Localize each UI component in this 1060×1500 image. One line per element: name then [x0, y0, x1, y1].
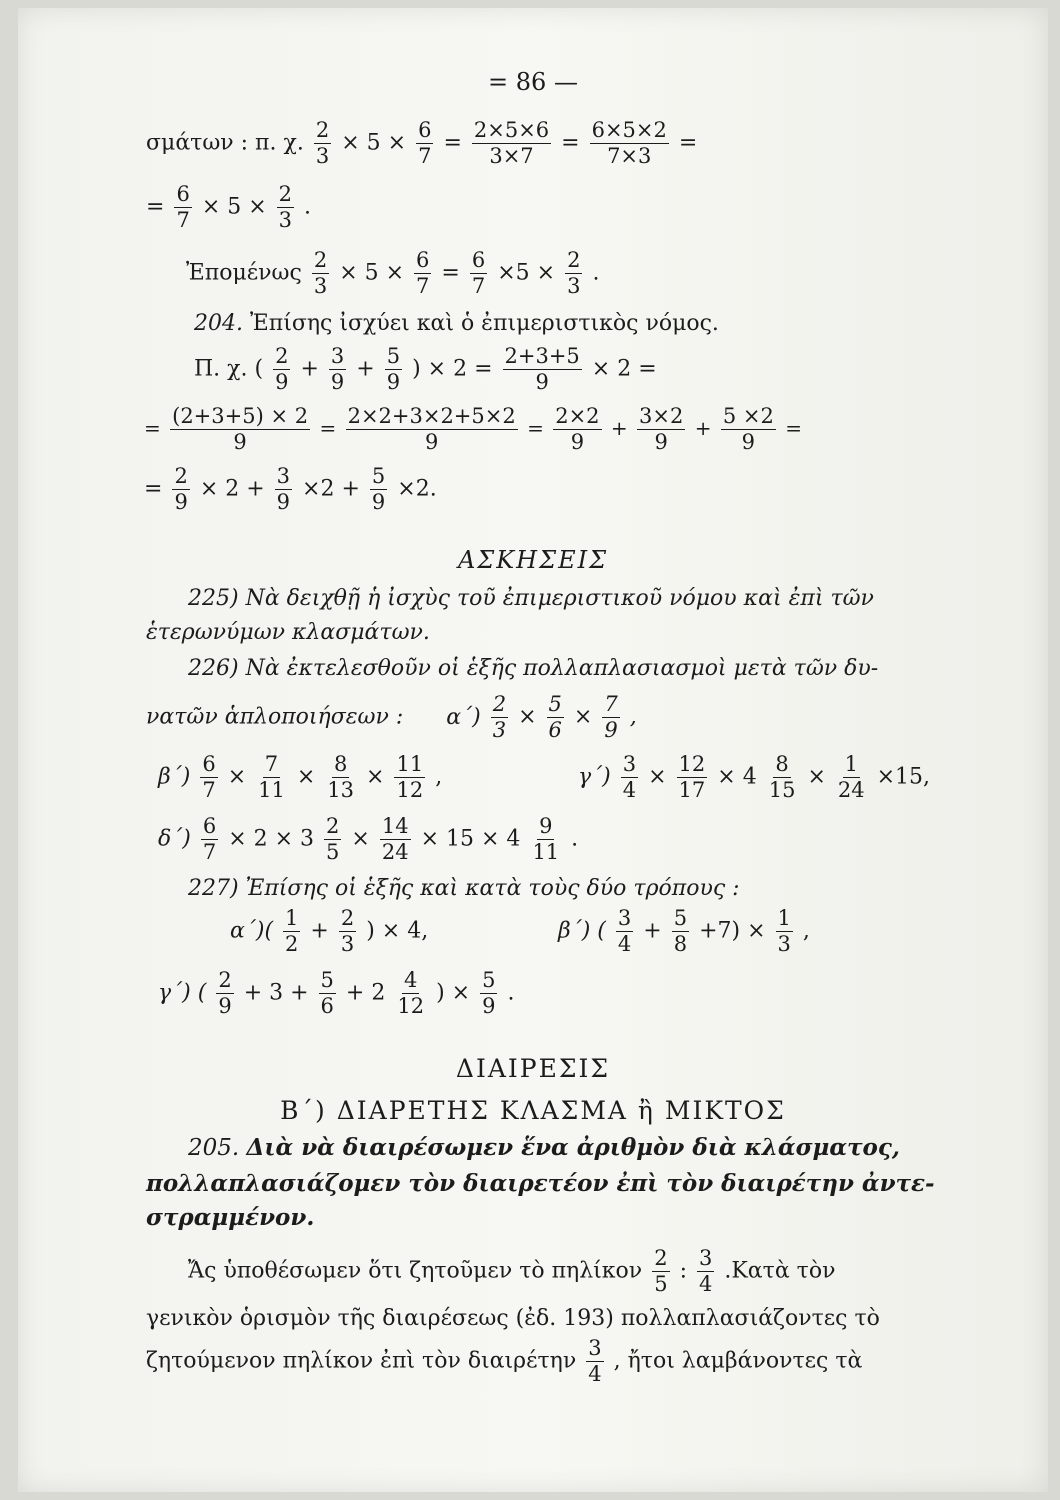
denominator: 3×7 — [489, 144, 534, 168]
fraction — [329, 346, 346, 393]
denominator: 6 — [548, 718, 562, 742]
operator: : — [679, 1258, 687, 1284]
operator: × — [807, 764, 826, 790]
fraction — [637, 406, 685, 453]
operator: = — [678, 130, 698, 156]
numerator: 5 — [386, 344, 401, 368]
denominator: 9 — [741, 430, 756, 454]
exercise-227-item-b — [558, 908, 810, 955]
operator: × 15 × 4 — [420, 826, 521, 852]
operator: × 5 × — [341, 130, 407, 156]
text: , — [802, 918, 810, 944]
fraction — [256, 754, 287, 801]
denominator: 3 — [340, 932, 355, 956]
exercise-number: 227) — [188, 876, 239, 901]
operator: = — [146, 194, 165, 220]
fraction — [339, 908, 356, 955]
numerator: 2 — [654, 1246, 668, 1270]
fraction — [312, 250, 329, 297]
numerator: 5 — [673, 906, 688, 930]
fraction — [553, 406, 601, 453]
operator: = — [144, 416, 161, 440]
fraction — [503, 346, 582, 393]
denominator: 7 — [471, 274, 486, 298]
numerator: 3 — [276, 464, 291, 488]
operator: ) × — [436, 980, 471, 1006]
division-heading: ΔΙΑΙΡΕΣΙΣ — [455, 1054, 611, 1083]
text: . — [304, 194, 312, 220]
numerator: 2 — [326, 814, 340, 838]
denominator: 3 — [492, 718, 507, 742]
fraction — [174, 184, 191, 231]
text: Ἐπομένως — [186, 260, 302, 286]
item-label: γ΄) ( — [158, 980, 207, 1006]
numerator: 2 — [340, 906, 355, 930]
denominator: 7 — [202, 778, 216, 802]
fraction — [697, 1248, 714, 1295]
operator: × — [648, 764, 667, 790]
operator: × — [227, 764, 247, 790]
fraction — [480, 970, 497, 1017]
exercise-226-item-c — [578, 754, 930, 801]
numerator: 6×5×2 — [591, 118, 667, 142]
fraction — [277, 184, 294, 231]
fraction — [767, 754, 798, 801]
denominator: 5 — [654, 1272, 668, 1296]
text: Νὰ δειχθῇ ἡ ἰσχὺς τοῦ ἐπιμεριστικοῦ νόμου καὶ ἐπὶ τῶν — [245, 586, 874, 611]
division-subheading: Β΄) ΔΙΑΡΕΤΗΣ ΚΛΑΣΜΑ ἢ ΜΙΚΤΟΣ — [280, 1096, 786, 1125]
fraction — [491, 694, 508, 741]
numerator: 2 — [492, 692, 507, 716]
fraction — [565, 250, 582, 297]
numerator: 2×2 — [555, 404, 600, 428]
denominator: 9 — [570, 430, 585, 454]
text: Ἐπίσης οἱ ἑξῆς καὶ κατὰ τοὺς δύο τρόπους : — [245, 876, 740, 901]
fraction — [275, 466, 292, 513]
fraction — [283, 908, 300, 955]
operator: × — [351, 826, 370, 852]
denominator: 4 — [698, 1272, 713, 1296]
operator: = — [144, 476, 163, 502]
operator: + — [610, 416, 628, 440]
denominator: 7 — [416, 274, 430, 298]
denominator: 9 — [604, 718, 618, 742]
paragraph-205-line-2: πολλαπλασιάζομεν τὸν διαιρετέον ἐπὶ τὸν διαιρέτην ἀντε- — [146, 1170, 935, 1197]
operator: = — [441, 260, 460, 286]
exercise-227-item-a — [230, 908, 428, 955]
text: ×2. — [397, 476, 437, 502]
operator: × 5 × — [201, 194, 267, 220]
denominator: 9 — [386, 370, 401, 394]
fraction — [346, 406, 518, 453]
numerator: 3 — [617, 906, 632, 930]
equation-line-7 — [144, 466, 437, 513]
numerator: 2 — [218, 968, 232, 992]
numerator: 2+3+5 — [504, 344, 580, 368]
numerator: 2×2+3×2+5×2 — [347, 404, 516, 428]
book-page — [18, 8, 1048, 1492]
fraction — [652, 1248, 669, 1295]
fraction — [314, 120, 331, 167]
numerator: 2 — [174, 464, 188, 488]
proof-line-1 — [188, 1248, 835, 1295]
numerator: 5 — [371, 464, 386, 488]
operator: + — [643, 918, 662, 944]
denominator: 24 — [381, 840, 409, 864]
denominator: 9 — [330, 370, 345, 394]
item-label: β΄) — [158, 764, 191, 790]
operator: +7) × — [699, 918, 766, 944]
fraction — [319, 970, 336, 1017]
numerator: 2 — [275, 344, 289, 368]
paragraph-204 — [194, 313, 719, 335]
text: Νὰ ἐκτελεσθοῦν οἱ ἑξῆς πολλαπλασιασμοὶ μετὰ τῶν δυ- — [245, 656, 879, 681]
exercises-heading: ΑΣΚΗΣΕΙΣ — [457, 546, 609, 574]
fraction — [416, 120, 433, 167]
denominator: 8 — [673, 932, 688, 956]
item-label: α΄)( — [230, 918, 274, 944]
operator: ) × 2 = — [412, 356, 493, 382]
operator: × 5 × — [339, 260, 405, 286]
fraction — [672, 908, 689, 955]
denominator: 3 — [567, 274, 581, 298]
numerator: 5 — [548, 692, 562, 716]
fraction — [325, 754, 356, 801]
numerator: 5 ×2 — [722, 404, 774, 428]
fraction — [836, 754, 867, 801]
denominator: 6 — [320, 994, 334, 1018]
denominator: 9 — [654, 430, 668, 454]
operator: + — [310, 918, 329, 944]
fraction — [380, 816, 411, 863]
numerator: 2 — [315, 118, 330, 142]
numerator: 3×2 — [639, 404, 684, 428]
fraction — [200, 754, 217, 801]
numerator: 6 — [202, 752, 216, 776]
numerator: 8 — [333, 752, 348, 776]
numerator: 5 — [320, 968, 334, 992]
text: Ἐπίσης ἰσχύει καὶ ὁ ἐπιμεριστικὸς νόμος. — [249, 311, 719, 336]
operator: × — [518, 704, 537, 730]
numerator: 12 — [678, 752, 706, 776]
denominator: 7×3 — [607, 144, 652, 168]
denominator: 9 — [371, 490, 386, 514]
text: ) × 4, — [366, 918, 429, 944]
numerator: 7 — [604, 692, 618, 716]
text: Π. χ. ( — [194, 356, 264, 382]
denominator: 7 — [202, 840, 217, 864]
numerator: 6 — [416, 248, 430, 272]
exercise-number: 225) — [188, 586, 239, 611]
item-label: β΄) ( — [558, 918, 606, 944]
operator: × 2 × 3 — [228, 826, 315, 852]
numerator: 11 — [396, 752, 424, 776]
operator: + 3 + — [243, 980, 309, 1006]
denominator: 9 — [424, 430, 439, 454]
proof-line-3 — [146, 1338, 862, 1385]
fraction — [170, 406, 310, 453]
numerator: 6 — [176, 182, 190, 206]
fraction — [470, 250, 487, 297]
exercise-226-line-2 — [146, 694, 637, 741]
fraction — [586, 1338, 603, 1385]
fraction — [602, 694, 619, 741]
exercise-226-item-d — [158, 816, 578, 863]
denominator: 12 — [397, 994, 425, 1018]
numerator: 1 — [844, 752, 858, 776]
numerator: 5 — [482, 968, 496, 992]
fraction — [172, 466, 189, 513]
equation-line-3 — [186, 250, 599, 297]
numerator: 3 — [330, 344, 345, 368]
denominator: 2 — [285, 932, 299, 956]
paragraph-205-line-3: στραμμένον. — [146, 1204, 315, 1231]
fraction — [414, 250, 431, 297]
fraction — [721, 406, 776, 453]
denominator: 11 — [258, 778, 285, 802]
text: . — [507, 980, 515, 1006]
text: , — [435, 764, 443, 790]
text: σμάτων : π. χ. — [146, 130, 304, 156]
fraction — [385, 346, 402, 393]
exercise-number: 226) — [188, 656, 239, 681]
exercise-225-line-2: ἑτερωνύμων κλασμάτων. — [146, 620, 430, 645]
operator: + — [356, 356, 375, 382]
text: νατῶν ἁπλοποιήσεων : — [146, 704, 404, 730]
numerator: 7 — [264, 752, 279, 776]
paragraph-205-line-1 — [188, 1136, 900, 1160]
equation-line-1 — [146, 120, 697, 167]
denominator: 9 — [276, 490, 291, 514]
numerator: 2 — [278, 182, 293, 206]
text: , ἤτοι λαμβάνοντες τὰ — [613, 1348, 863, 1374]
denominator: 3 — [315, 144, 330, 168]
denominator: 17 — [678, 778, 706, 802]
text: . — [571, 826, 579, 852]
denominator: 5 — [326, 840, 340, 864]
text: ×15, — [876, 764, 931, 790]
denominator: 9 — [535, 370, 549, 394]
operator: = — [561, 130, 580, 156]
denominator: 9 — [174, 490, 188, 514]
operator: + — [300, 356, 319, 382]
exercise-227-item-c — [158, 970, 514, 1017]
operator: × — [573, 704, 593, 730]
denominator: 4 — [617, 932, 632, 956]
fraction — [216, 970, 233, 1017]
section-number: 204. — [194, 311, 243, 336]
fraction — [395, 970, 426, 1017]
operator: = — [527, 416, 544, 440]
numerator: (2+3+5) × 2 — [172, 404, 309, 428]
denominator: 3 — [278, 208, 293, 232]
denominator: 3 — [313, 274, 328, 298]
denominator: 9 — [275, 370, 289, 394]
fraction — [547, 694, 564, 741]
section-number: 205. — [188, 1135, 240, 1161]
numerator: 3 — [698, 1246, 713, 1270]
numerator: 2 — [567, 248, 581, 272]
item-label: α΄) — [446, 704, 481, 730]
numerator: 1 — [777, 906, 791, 930]
denominator: 9 — [233, 430, 247, 454]
denominator: 4 — [588, 1362, 602, 1386]
exercise-227-line-1 — [188, 878, 740, 900]
fraction — [370, 466, 387, 513]
fraction — [273, 346, 290, 393]
fraction — [621, 754, 638, 801]
numerator: 8 — [775, 752, 789, 776]
numerator: 3 — [588, 1336, 602, 1360]
fraction — [776, 908, 793, 955]
operator: × 2 + — [199, 476, 265, 502]
denominator: 15 — [768, 778, 796, 802]
operator: × — [366, 764, 385, 790]
numerator: 3 — [622, 752, 637, 776]
numerator: 4 — [404, 968, 418, 992]
equation-line-6 — [144, 406, 802, 453]
page-number: = 86 — — [488, 68, 578, 96]
operator: = — [443, 130, 462, 156]
denominator: 11 — [532, 840, 560, 864]
denominator: 24 — [837, 778, 865, 802]
fraction — [590, 120, 669, 167]
operator: ×5 × — [497, 260, 556, 286]
operator: ×2 + — [302, 476, 360, 502]
text: ζητούμενον πηλίκον ἐπὶ τὸν διαιρέτην — [146, 1348, 577, 1374]
fraction — [394, 754, 425, 801]
text: .Κατὰ τὸν — [724, 1258, 836, 1284]
operator: + 2 — [345, 980, 386, 1006]
numerator: 6 — [471, 248, 486, 272]
numerator: 6 — [418, 118, 432, 142]
numerator: 14 — [381, 814, 409, 838]
numerator: 9 — [539, 814, 553, 838]
operator: + — [694, 416, 712, 440]
operator: = — [785, 416, 802, 440]
denominator: 13 — [327, 778, 355, 802]
proof-line-2: γενικὸν ὁρισμὸν τῆς διαιρέσεως (ἐδ. 193) πολλαπλασιάζοντες τὸ — [146, 1306, 880, 1331]
text: Ἄς ὑποθέσωμεν ὅτι ζητοῦμεν τὸ πηλίκον — [188, 1258, 643, 1284]
denominator: 3 — [777, 932, 791, 956]
numerator: 6 — [202, 814, 217, 838]
fraction — [677, 754, 708, 801]
operator: × 4 — [717, 764, 757, 790]
equation-line-2 — [146, 184, 311, 231]
fraction — [324, 816, 341, 863]
text: , — [629, 704, 637, 730]
operator: × — [296, 764, 316, 790]
item-label: γ΄) — [578, 764, 611, 790]
fraction — [472, 120, 551, 167]
equation-line-5 — [194, 346, 657, 393]
denominator: 12 — [396, 778, 424, 802]
exercise-226-item-b — [158, 754, 442, 801]
exercise-225-line-1 — [188, 588, 874, 610]
denominator: 7 — [418, 144, 432, 168]
numerator: 2×5×6 — [473, 118, 550, 142]
fraction — [616, 908, 633, 955]
denominator: 9 — [218, 994, 232, 1018]
numerator: 1 — [285, 906, 299, 930]
item-label: δ΄) — [158, 826, 191, 852]
fraction — [530, 816, 561, 863]
operator: × 2 = — [591, 356, 657, 382]
numerator: 2 — [313, 248, 328, 272]
text: Διὰ νὰ διαιρέσωμεν ἕνα ἀριθμὸν διὰ κλάσματος, — [246, 1134, 900, 1161]
denominator: 9 — [482, 994, 496, 1018]
denominator: 4 — [622, 778, 637, 802]
text: . — [592, 260, 600, 286]
exercise-226-line-1 — [188, 658, 878, 680]
fraction — [201, 816, 218, 863]
operator: = — [319, 416, 337, 440]
denominator: 7 — [176, 208, 190, 232]
